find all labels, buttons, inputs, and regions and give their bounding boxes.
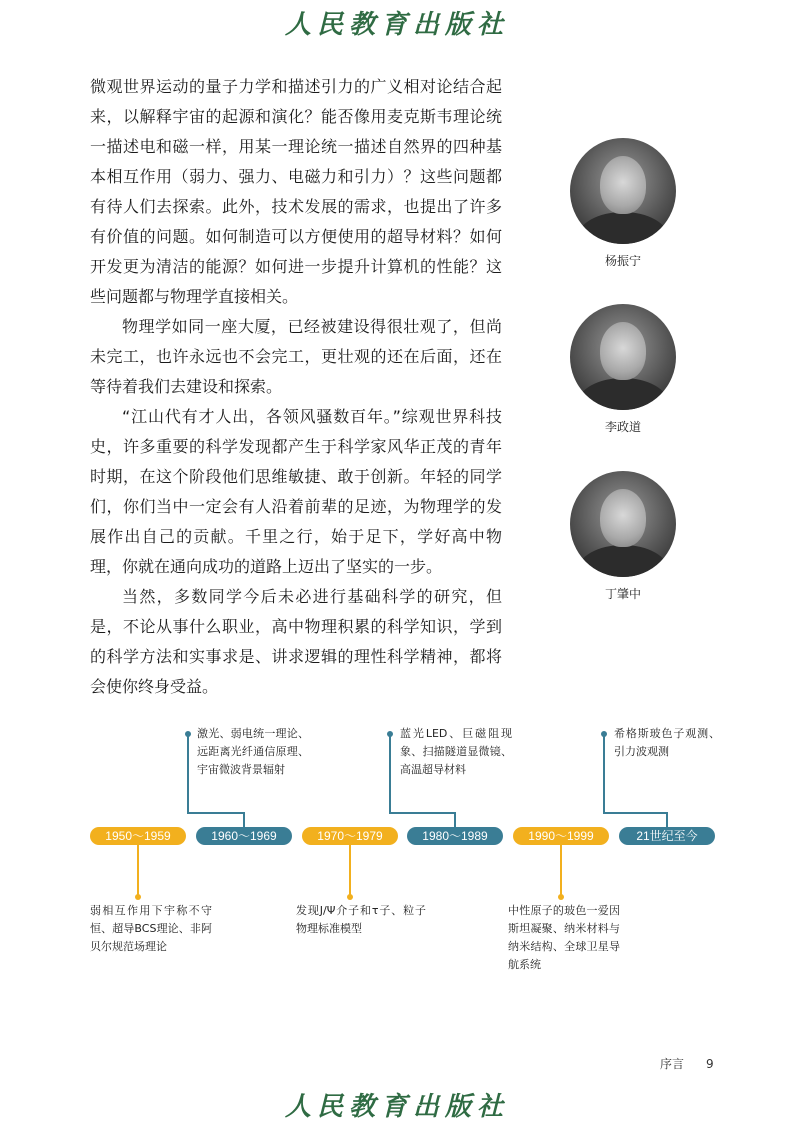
section-label: 序言 (660, 1057, 685, 1071)
portrait-photo (570, 304, 676, 410)
connector-line (187, 812, 245, 814)
connector-dot (135, 894, 141, 900)
connector-dot (601, 731, 607, 737)
connector-line (187, 734, 189, 814)
paragraph: 微观世界运动的量子力学和描述引力的广义相对论结合起来，以解释宇宙的起源和演化？能否像用麦克斯韦理论统一描述电和磁一样，用某一理论统一描述自然界的四种基本相互作用（弱力、强力、电磁力和引力）？这些问题都有待人们去探索。此外，技术发展的需求，也提出了许多有价值的问题。如何制造可以方便使用的超导材料？如何开发更为清洁的能源？如何进一步提升计算机的性能？这些问题都与物理学直接相关。 (90, 77, 502, 306)
portrait-ding-zhaozhong (570, 471, 676, 602)
connector-line (560, 845, 562, 897)
timeline-event-below: 中性原子的玻色一爱因斯坦凝聚、纳米材料与纳米结构、全球卫星导航系统 (508, 904, 620, 971)
timeline-event-above: 激光、弱电统一理论、远距离光纤通信原理、宇宙微波背景辐射 (197, 727, 309, 776)
portrait-caption: 杨振宁 (604, 254, 641, 268)
connector-line (389, 812, 455, 814)
portrait-photo (570, 471, 676, 577)
page-footer (660, 1055, 736, 1072)
timeline-event-above: 希格斯玻色子观测、引力波观测 (614, 727, 720, 758)
connector-dot (185, 731, 191, 737)
timeline-period: 1980～1989 (407, 827, 503, 845)
portrait-caption: 李政道 (604, 420, 641, 434)
paragraph: 当然，多数同学今后未必进行基础科学的研究，但是，不论从事什么职业，高中物理积累的科学知识，学到的科学方法和实事求是、讲求逻辑的理性科学精神，都将会使你终身受益。 (90, 587, 502, 696)
timeline-period: 1950～1959 (90, 827, 186, 845)
publisher-logo-top: 人民教育出版社 (284, 10, 509, 40)
timeline-period: 1960～1969 (196, 827, 292, 845)
timeline-event-below: 弱相互作用下宇称不守恒、超导BCS理论、非阿贝尔规范场理论 (90, 904, 212, 953)
connector-dot (387, 731, 393, 737)
connector-line (243, 812, 245, 827)
connector-line (454, 812, 456, 827)
paragraph: 物理学如同一座大厦，已经被建设得很壮观了，但尚未完工，也许永远也不会完工，更壮观的还在后面，还在等待着我们去建设和探索。 (90, 317, 502, 396)
timeline-event-above: 蓝光LED、巨磁阻现象、扫描隧道显微镜、高温超导材料 (400, 727, 512, 776)
connector-line (603, 734, 605, 814)
body-text (90, 72, 502, 702)
connector-line (666, 812, 668, 827)
connector-line (137, 845, 139, 897)
portrait-li-zhengdao (570, 304, 676, 435)
portrait-caption: 丁肇中 (604, 587, 641, 601)
portrait-yang-zhenning (570, 138, 676, 269)
connector-line (389, 734, 391, 814)
timeline-period: 1970～1979 (302, 827, 398, 845)
paragraph: “江山代有才人出，各领风骚数百年。”综观世界科技史，许多重要的科学发现都产生于科学家风华正茂的青年时期，在这个阶段他们思维敏捷、敢于创新。年轻的同学们，你们当中一定会有人沿着前辈的足迹，为物理学的发展作出自己的贡献。千里之行，始于足下，学好高中物理，你就在通向成功的道路上迈出了坚实的一步。 (90, 407, 502, 576)
publisher-logo-bottom: 人民教育出版社 (284, 1092, 509, 1122)
timeline-event-below: 发现J/Ψ介子和τ子、粒子物理标准模型 (296, 904, 426, 935)
timeline-period: 21世纪至今 (619, 827, 715, 845)
connector-dot (558, 894, 564, 900)
connector-line (603, 812, 667, 814)
connector-dot (347, 894, 353, 900)
portrait-photo (570, 138, 676, 244)
connector-line (349, 845, 351, 897)
page-number: 9 (706, 1057, 714, 1071)
timeline-period: 1990～1999 (513, 827, 609, 845)
